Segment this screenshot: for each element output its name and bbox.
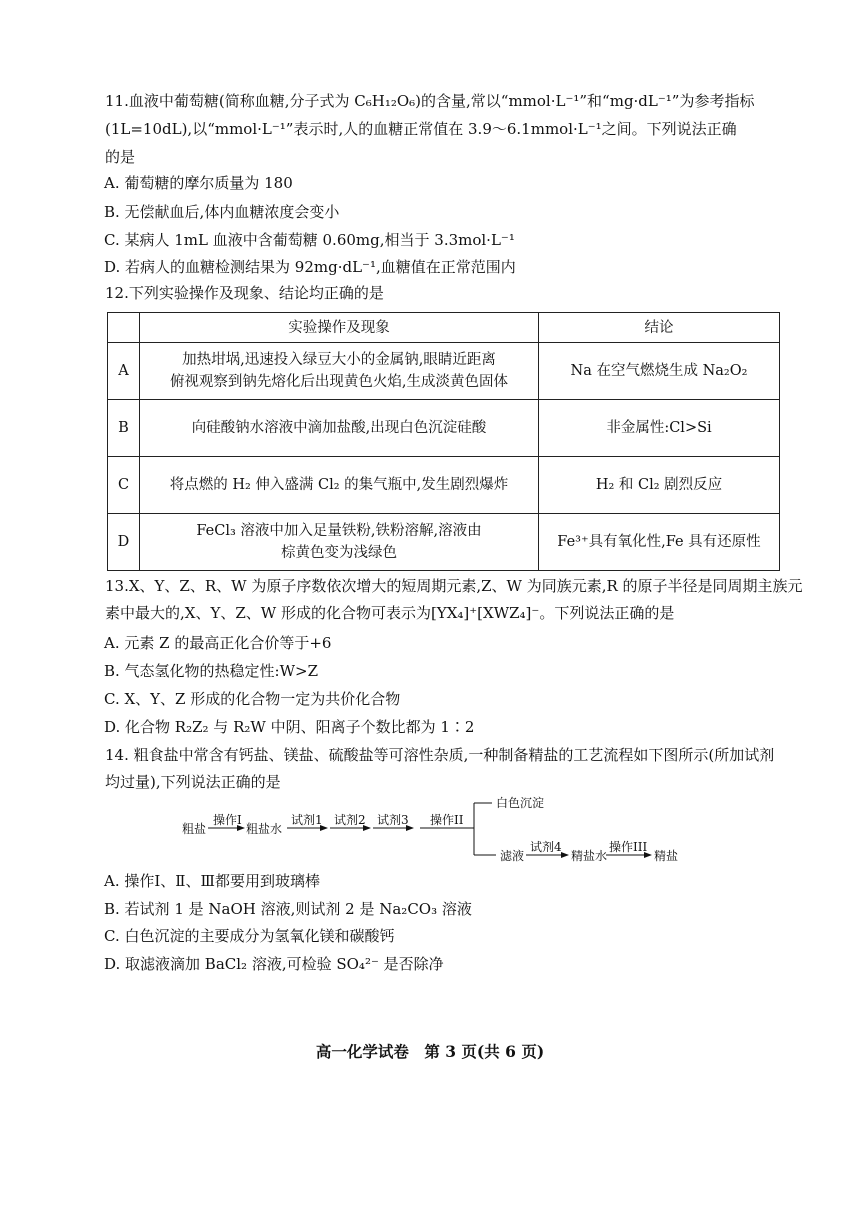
q13-option-c: C. X、Y、Z 形成的化合物一定为共价化合物 xyxy=(104,690,401,708)
q13-stem-line1: 13.X、Y、Z、R、W 为原子序数依次增大的短周期元素,Z、W 为同族元素,R 的原子半径是同周期主族元 xyxy=(105,577,803,595)
row-label: D xyxy=(108,514,140,571)
row-label: C xyxy=(108,457,140,514)
q11-stem-line2: (1L=10dL),以“mmol·L⁻¹”表示时,人的血糖正常值在 3.9～6.1mmol·L⁻¹之间。下列说法正确 xyxy=(105,120,737,138)
row-label: B xyxy=(108,400,140,457)
q11-stem-line3: 的是 xyxy=(105,148,136,166)
flow-op1-label: 操作I xyxy=(213,813,242,827)
operation-line: 将点燃的 H₂ 伸入盛满 Cl₂ 的集气瓶中,发生剧烈爆炸 xyxy=(169,477,509,493)
q12-stem: 12.下列实验操作及现象、结论均正确的是 xyxy=(105,284,384,302)
flow-reagent2-label: 试剂2 xyxy=(334,813,366,827)
header-conclusion: 结论 xyxy=(539,313,780,343)
operation-line: 俯视观察到钠先熔化后出现黄色火焰,生成淡黄色固体 xyxy=(169,374,509,390)
q13-option-a: A. 元素 Z 的最高正化合价等于+6 xyxy=(104,634,332,652)
flow-white-precipitate: 白色沉淀 xyxy=(496,796,545,810)
flow-reagent3-label: 试剂3 xyxy=(377,813,409,827)
row-conclusion: H₂ 和 Cl₂ 剧烈反应 xyxy=(539,457,780,514)
q14-option-b: B. 若试剂 1 是 NaOH 溶液,则试剂 2 是 Na₂CO₃ 溶液 xyxy=(104,900,472,918)
flow-crude-salt: 粗盐 xyxy=(182,822,207,836)
q14-option-d: D. 取滤液滴加 BaCl₂ 溶液,可检验 SO₄²⁻ 是否除净 xyxy=(104,955,444,973)
operation-line: 加热坩埚,迅速投入绿豆大小的金属钠,眼睛近距离 xyxy=(182,352,496,368)
operation-line: 棕黄色变为浅绿色 xyxy=(281,545,397,561)
q13-option-b: B. 气态氢化物的热稳定性:W>Z xyxy=(104,662,319,680)
header-operation: 实验操作及现象 xyxy=(140,313,539,343)
q11-option-b: B. 无偿献血后,体内血糖浓度会变小 xyxy=(104,203,340,221)
q13-option-d: D. 化合物 R₂Z₂ 与 R₂W 中阴、阳离子个数比都为 1∶2 xyxy=(104,718,475,736)
row-label: A xyxy=(108,343,140,400)
operation-line: FeCl₃ 溶液中加入足量铁粉,铁粉溶解,溶液由 xyxy=(196,523,482,539)
q14-option-a: A. 操作Ⅰ、Ⅱ、Ⅲ都要用到玻璃棒 xyxy=(104,872,320,890)
row-conclusion: Fe³⁺具有氧化性,Fe 具有还原性 xyxy=(539,514,780,571)
q14-option-c: C. 白色沉淀的主要成分为氢氧化镁和碳酸钙 xyxy=(104,927,395,945)
row-conclusion: Na 在空气燃烧生成 Na₂O₂ xyxy=(539,343,780,400)
flow-refined-brine: 精盐水 xyxy=(571,849,608,863)
q11-option-a: A. 葡萄糖的摩尔质量为 180 xyxy=(104,174,293,192)
flow-filtrate: 滤液 xyxy=(500,849,525,863)
operation-line: 向硅酸钠水溶液中滴加盐酸,出现白色沉淀硅酸 xyxy=(191,420,487,436)
q13-stem-line2: 素中最大的,X、Y、Z、W 形成的化合物可表示为[YX₄]⁺[XWZ₄]⁻。下列说法正确的是 xyxy=(105,604,675,622)
flow-reagent1-label: 试剂1 xyxy=(291,813,323,827)
q11-option-c: C. 某病人 1mL 血液中含葡萄糖 0.60mg,相当于 3.3mol·L⁻¹ xyxy=(104,231,515,249)
row-conclusion: 非金属性:Cl>Si xyxy=(539,400,780,457)
flow-op2-label: 操作II xyxy=(430,813,464,827)
flow-crude-brine: 粗盐水 xyxy=(246,822,283,836)
q14-stem-line2: 均过量),下列说法正确的是 xyxy=(105,773,281,791)
q11-option-d: D. 若病人的血糖检测结果为 92mg·dL⁻¹,血糖值在正常范围内 xyxy=(104,258,516,276)
flow-reagent4-label: 试剂4 xyxy=(530,840,562,854)
q11-stem-line1: 11.血液中葡萄糖(简称血糖,分子式为 C₆H₁₂O₆)的含量,常以“mmol·L⁻¹”和“mg·dL⁻¹”为参考指标 xyxy=(105,92,755,110)
q14-stem-line1: 14. 粗食盐中常含有钙盐、镁盐、硫酸盐等可溶性杂质,一种制备精盐的工艺流程如下图所示(所加试剂 xyxy=(105,746,775,764)
page-footer: 高一化学试卷 第 3 页(共 6 页) xyxy=(315,1042,545,1061)
flow-refined-salt: 精盐 xyxy=(654,849,679,863)
flow-op3-label: 操作III xyxy=(609,840,648,854)
